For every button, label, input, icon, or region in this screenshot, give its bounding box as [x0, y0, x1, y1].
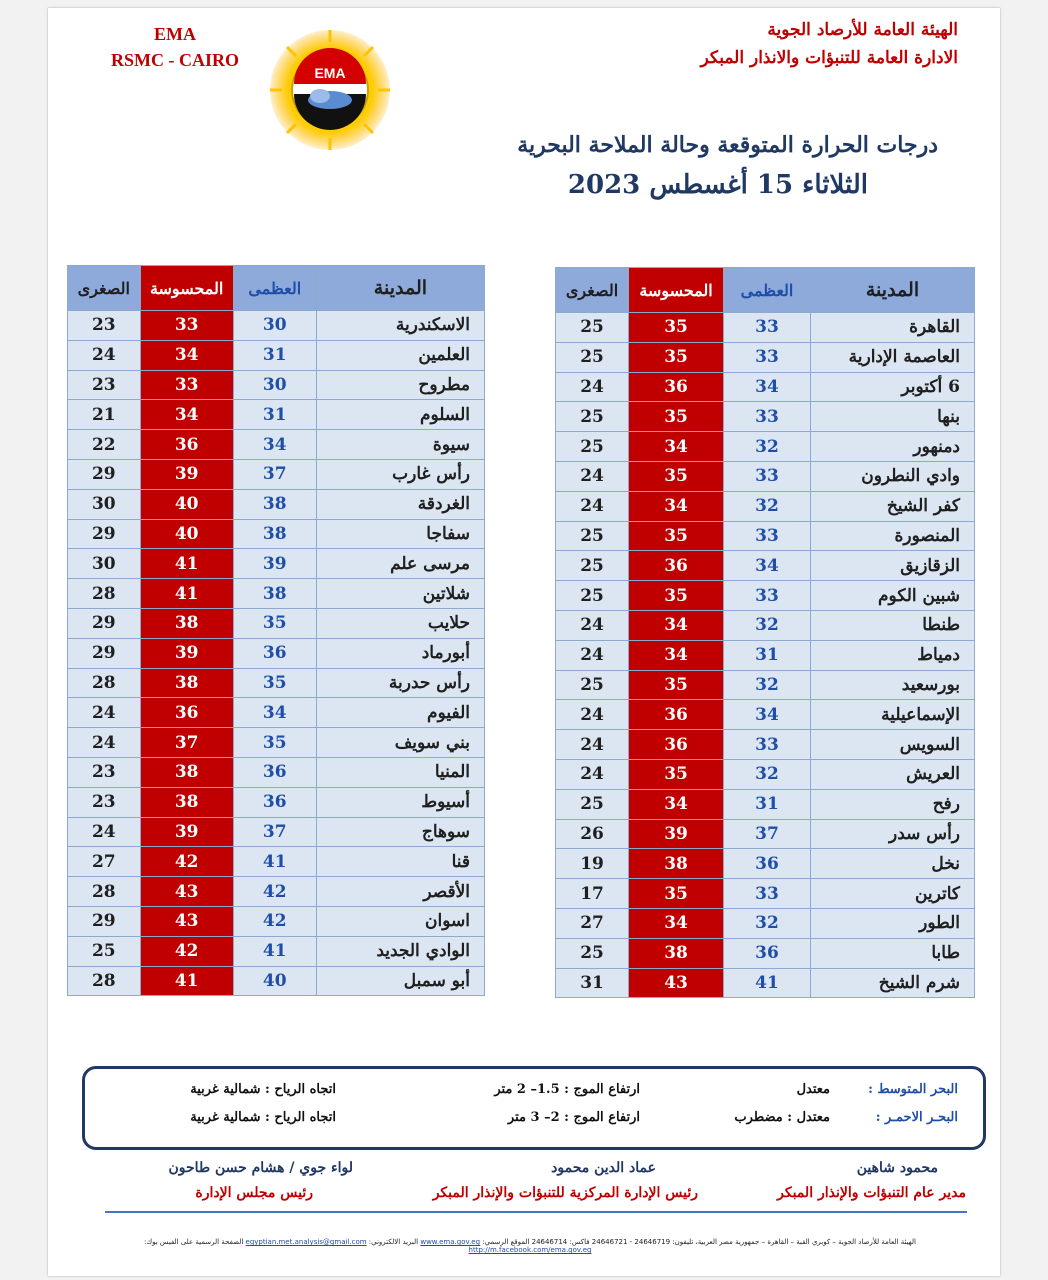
city-cell: سوهاج [316, 817, 484, 847]
city-cell: اسوان [316, 906, 484, 936]
max-temp-cell: 31 [723, 789, 810, 819]
city-cell: دمنهور [811, 432, 975, 462]
city-cell: المنصورة [811, 521, 975, 551]
min-temp-cell: 24 [556, 491, 629, 521]
table-row [68, 608, 485, 638]
feels-like-cell: 35 [629, 670, 724, 700]
feels-like-cell: 35 [629, 521, 724, 551]
city-cell: رأس حدربة [316, 668, 484, 698]
table-row [556, 402, 975, 432]
feels-like-cell: 34 [629, 789, 724, 819]
max-temp-cell: 38 [233, 519, 316, 549]
max-temp-cell: 33 [723, 342, 810, 372]
min-temp-cell: 24 [68, 698, 141, 728]
table-row [68, 728, 485, 758]
min-temp-cell: 30 [68, 489, 141, 519]
city-cell: وادي النطرون [811, 461, 975, 491]
feels-like-cell: 34 [140, 400, 233, 430]
min-temp-cell: 29 [68, 519, 141, 549]
feels-like-cell: 43 [629, 968, 724, 998]
table-row [68, 459, 485, 489]
table-row [556, 968, 975, 998]
column-header-feels: المحسوسة [629, 268, 724, 313]
city-cell: السلوم [316, 400, 484, 430]
max-temp-cell: 41 [233, 847, 316, 877]
min-temp-cell: 30 [68, 549, 141, 579]
min-temp-cell: 24 [556, 461, 629, 491]
red-sea-wave: ارتفاع الموج : 2– 3 متر [507, 1110, 640, 1125]
city-cell: الأقصر [316, 877, 484, 907]
column-header-min: الصغرى [68, 266, 141, 311]
footer-contact [100, 1238, 960, 1254]
feels-like-cell: 34 [629, 432, 724, 462]
min-temp-cell: 24 [68, 340, 141, 370]
max-temp-cell: 36 [233, 638, 316, 668]
max-temp-cell: 34 [233, 430, 316, 460]
column-header-max: العظمى [723, 268, 810, 313]
feels-like-cell: 38 [140, 668, 233, 698]
min-temp-cell: 29 [68, 459, 141, 489]
max-temp-cell: 37 [233, 817, 316, 847]
table-row [68, 906, 485, 936]
feels-like-cell: 36 [629, 700, 724, 730]
table-row [68, 579, 485, 609]
signature-3-name: لواء جوي / هشام حسن طاحون [168, 1160, 353, 1176]
city-cell: السويس [811, 730, 975, 760]
city-cell: الاسكندرية [316, 311, 484, 341]
signature-1-title: مدير عام التنبؤات والإنذار المبكر [777, 1185, 966, 1201]
city-cell: قنا [316, 847, 484, 877]
max-temp-cell: 31 [723, 640, 810, 670]
table-row [556, 819, 975, 849]
city-cell: مطروح [316, 370, 484, 400]
column-header-min: الصغرى [556, 268, 629, 313]
feels-like-cell: 39 [629, 819, 724, 849]
table-row [556, 730, 975, 760]
column-header-city: المدينة [811, 268, 975, 313]
max-temp-cell: 34 [723, 551, 810, 581]
min-temp-cell: 24 [68, 728, 141, 758]
table-row [556, 342, 975, 372]
signature-2-name: عماد الدين محمود [551, 1160, 656, 1176]
min-temp-cell: 25 [556, 342, 629, 372]
city-cell: الإسماعيلية [811, 700, 975, 730]
city-cell: نخل [811, 849, 975, 879]
min-temp-cell: 24 [556, 610, 629, 640]
column-header-city: المدينة [316, 266, 484, 311]
feels-like-cell: 35 [629, 402, 724, 432]
city-cell: العاصمة الإدارية [811, 342, 975, 372]
table-row [556, 640, 975, 670]
feels-like-cell: 34 [140, 340, 233, 370]
feels-like-cell: 38 [629, 938, 724, 968]
max-temp-cell: 37 [723, 819, 810, 849]
feels-like-cell: 42 [140, 847, 233, 877]
table-header-row [68, 266, 485, 311]
city-cell: 6 أكتوبر [811, 372, 975, 402]
signature-1-name: محمود شاهين [856, 1160, 938, 1176]
feels-like-cell: 42 [140, 936, 233, 966]
table-row [68, 936, 485, 966]
table-row [556, 849, 975, 879]
min-temp-cell: 28 [68, 668, 141, 698]
feels-like-cell: 35 [629, 581, 724, 611]
med-sea-state: معتدل [796, 1082, 830, 1097]
min-temp-cell: 25 [556, 581, 629, 611]
city-cell: العريش [811, 759, 975, 789]
max-temp-cell: 34 [723, 700, 810, 730]
facebook-link[interactable]: http://m.facebook.com/ema.gov.eg [468, 1246, 592, 1254]
table-row [556, 759, 975, 789]
max-temp-cell: 40 [233, 966, 316, 996]
table-row [68, 698, 485, 728]
min-temp-cell: 24 [556, 640, 629, 670]
footer-facebook-label: الصفحة الرسمية على الفيس بوك: [144, 1238, 244, 1246]
min-temp-cell: 25 [556, 402, 629, 432]
max-temp-cell: 32 [723, 908, 810, 938]
red-sea-wind: اتجاه الرياح : شمالية غربية [190, 1110, 336, 1125]
red-sea-label: البحـر الاحمـر : [875, 1110, 958, 1125]
min-temp-cell: 28 [68, 877, 141, 907]
max-temp-cell: 41 [233, 936, 316, 966]
table-header-row [556, 268, 975, 313]
table-row [68, 370, 485, 400]
table-row [556, 908, 975, 938]
table-row [68, 638, 485, 668]
max-temp-cell: 39 [233, 549, 316, 579]
max-temp-cell: 33 [723, 730, 810, 760]
med-sea-wind: اتجاه الرياح : شمالية غربية [190, 1082, 336, 1097]
feels-like-cell: 38 [140, 787, 233, 817]
min-temp-cell: 25 [556, 521, 629, 551]
city-cell: رأس سدر [811, 819, 975, 849]
city-cell: المنيا [316, 757, 484, 787]
table-row [68, 489, 485, 519]
max-temp-cell: 32 [723, 610, 810, 640]
table-row [556, 551, 975, 581]
max-temp-cell: 36 [723, 849, 810, 879]
org-en-line-2: RSMC - CAIRO [111, 50, 239, 70]
ema-logo-icon [268, 28, 392, 152]
feels-like-cell: 43 [140, 877, 233, 907]
feels-like-cell: 35 [629, 313, 724, 343]
table-row [68, 787, 485, 817]
table-row [556, 372, 975, 402]
min-temp-cell: 25 [556, 313, 629, 343]
org-ar-line-1: الهيئة العامة للأرصاد الجوية [767, 20, 958, 40]
feels-like-cell: 41 [140, 966, 233, 996]
feels-like-cell: 34 [629, 491, 724, 521]
min-temp-cell: 26 [556, 819, 629, 849]
max-temp-cell: 38 [233, 579, 316, 609]
min-temp-cell: 23 [68, 311, 141, 341]
city-cell: الطور [811, 908, 975, 938]
med-sea-wave: ارتفاع الموج : 1.5– 2 متر [494, 1082, 640, 1097]
min-temp-cell: 23 [68, 787, 141, 817]
max-temp-cell: 35 [233, 668, 316, 698]
city-cell: طابا [811, 938, 975, 968]
footer-email-label: البريد الالكتروني: [368, 1238, 419, 1246]
max-temp-cell: 33 [723, 879, 810, 909]
min-temp-cell: 25 [556, 432, 629, 462]
page-title: درجات الحرارة المتوقعة وحالة الملاحة البحرية [517, 132, 938, 158]
feels-like-cell: 39 [140, 638, 233, 668]
feels-like-cell: 43 [140, 906, 233, 936]
svg-text:EMA: EMA [314, 65, 346, 81]
footer-divider [105, 1211, 967, 1213]
max-temp-cell: 33 [723, 521, 810, 551]
city-cell: القاهرة [811, 313, 975, 343]
city-cell: أبو سمبل [316, 966, 484, 996]
city-cell: كفر الشيخ [811, 491, 975, 521]
city-cell: الزقازيق [811, 551, 975, 581]
min-temp-cell: 24 [556, 759, 629, 789]
min-temp-cell: 22 [68, 430, 141, 460]
feels-like-cell: 38 [140, 608, 233, 638]
table-row [68, 757, 485, 787]
city-cell: أبورماد [316, 638, 484, 668]
max-temp-cell: 30 [233, 370, 316, 400]
min-temp-cell: 25 [556, 789, 629, 819]
max-temp-cell: 35 [233, 728, 316, 758]
email-link[interactable]: egyptian.met.analysis@gmail.com [245, 1238, 367, 1246]
feels-like-cell: 34 [629, 610, 724, 640]
max-temp-cell: 34 [233, 698, 316, 728]
min-temp-cell: 19 [556, 849, 629, 879]
feels-like-cell: 38 [629, 849, 724, 879]
column-header-max: العظمى [233, 266, 316, 311]
min-temp-cell: 29 [68, 906, 141, 936]
table-row [68, 877, 485, 907]
city-cell: سفاجا [316, 519, 484, 549]
feels-like-cell: 41 [140, 579, 233, 609]
city-cell: رأس غارب [316, 459, 484, 489]
feels-like-cell: 39 [140, 459, 233, 489]
max-temp-cell: 32 [723, 670, 810, 700]
max-temp-cell: 32 [723, 432, 810, 462]
footer-address: الهيئة العامة للأرصاد الجوية – كوبري القبة – القاهرة – جمهورية مصر العربية، تليفون: 24646719 - 24646721 فاكس: 24646714 الموقع الرسمي: [482, 1238, 916, 1246]
city-cell: رفح [811, 789, 975, 819]
table-row [68, 430, 485, 460]
table-row [556, 879, 975, 909]
city-cell: شلاتين [316, 579, 484, 609]
signature-3-title: رئيس مجلس الإدارة [195, 1185, 313, 1201]
min-temp-cell: 27 [556, 908, 629, 938]
city-cell: كاترين [811, 879, 975, 909]
max-temp-cell: 33 [723, 402, 810, 432]
feels-like-cell: 35 [629, 759, 724, 789]
min-temp-cell: 28 [68, 579, 141, 609]
signature-2-title: رئيس الإدارة المركزية للتنبؤات والإنذار المبكر [432, 1185, 698, 1201]
min-temp-cell: 23 [68, 370, 141, 400]
feels-like-cell: 36 [140, 430, 233, 460]
min-temp-cell: 29 [68, 608, 141, 638]
column-header-feels: المحسوسة [140, 266, 233, 311]
max-temp-cell: 33 [723, 581, 810, 611]
max-temp-cell: 42 [233, 906, 316, 936]
feels-like-cell: 39 [140, 817, 233, 847]
min-temp-cell: 24 [556, 372, 629, 402]
table-row [556, 789, 975, 819]
min-temp-cell: 25 [556, 938, 629, 968]
max-temp-cell: 34 [723, 372, 810, 402]
max-temp-cell: 42 [233, 877, 316, 907]
city-cell: حلايب [316, 608, 484, 638]
feels-like-cell: 36 [629, 372, 724, 402]
min-temp-cell: 29 [68, 638, 141, 668]
feels-like-cell: 41 [140, 549, 233, 579]
city-cell: أسيوط [316, 787, 484, 817]
max-temp-cell: 41 [723, 968, 810, 998]
feels-like-cell: 35 [629, 461, 724, 491]
city-cell: سيوة [316, 430, 484, 460]
city-cell: دمياط [811, 640, 975, 670]
max-temp-cell: 35 [233, 608, 316, 638]
table-row [68, 519, 485, 549]
red-sea-state: معتدل : مضطرب [734, 1110, 830, 1125]
feels-like-cell: 33 [140, 370, 233, 400]
feels-like-cell: 34 [629, 908, 724, 938]
max-temp-cell: 32 [723, 491, 810, 521]
org-en-line-1: EMA [154, 24, 196, 44]
min-temp-cell: 23 [68, 757, 141, 787]
table-row [556, 432, 975, 462]
min-temp-cell: 25 [556, 670, 629, 700]
table-row [68, 549, 485, 579]
table-row [556, 700, 975, 730]
table-row [68, 817, 485, 847]
website-link[interactable]: www.ema.gov.eg [420, 1238, 481, 1246]
min-temp-cell: 28 [68, 966, 141, 996]
max-temp-cell: 37 [233, 459, 316, 489]
table-row [556, 670, 975, 700]
min-temp-cell: 27 [68, 847, 141, 877]
max-temp-cell: 38 [233, 489, 316, 519]
max-temp-cell: 33 [723, 313, 810, 343]
table-row [68, 400, 485, 430]
min-temp-cell: 21 [68, 400, 141, 430]
table-row [68, 340, 485, 370]
max-temp-cell: 31 [233, 400, 316, 430]
feels-like-cell: 36 [629, 551, 724, 581]
min-temp-cell: 24 [68, 817, 141, 847]
table-row [556, 581, 975, 611]
table-row [556, 461, 975, 491]
temperature-table-left [67, 265, 485, 996]
org-ar-line-2: الادارة العامة للتنبؤات والانذار المبكر [700, 48, 958, 68]
city-cell: بنها [811, 402, 975, 432]
feels-like-cell: 35 [629, 879, 724, 909]
max-temp-cell: 36 [233, 757, 316, 787]
marine-conditions-box [82, 1066, 986, 1150]
max-temp-cell: 36 [233, 787, 316, 817]
max-temp-cell: 30 [233, 311, 316, 341]
city-cell: الفيوم [316, 698, 484, 728]
temperature-table-right [555, 267, 975, 998]
med-sea-label: البحر المتوسط : [868, 1082, 958, 1097]
table-row [68, 311, 485, 341]
city-cell: العلمين [316, 340, 484, 370]
table-row [68, 966, 485, 996]
min-temp-cell: 25 [68, 936, 141, 966]
table-row [556, 491, 975, 521]
table-row [68, 668, 485, 698]
table-row [556, 610, 975, 640]
feels-like-cell: 34 [629, 640, 724, 670]
max-temp-cell: 31 [233, 340, 316, 370]
city-cell: بورسعيد [811, 670, 975, 700]
table-row [556, 521, 975, 551]
feels-like-cell: 38 [140, 757, 233, 787]
city-cell: شرم الشيخ [811, 968, 975, 998]
feels-like-cell: 37 [140, 728, 233, 758]
min-temp-cell: 25 [556, 551, 629, 581]
feels-like-cell: 35 [629, 342, 724, 372]
page-date: الثلاثاء 15 أغسطس 2023 [567, 170, 868, 200]
feels-like-cell: 40 [140, 519, 233, 549]
min-temp-cell: 24 [556, 730, 629, 760]
table-row [556, 313, 975, 343]
max-temp-cell: 32 [723, 759, 810, 789]
min-temp-cell: 31 [556, 968, 629, 998]
city-cell: شبين الكوم [811, 581, 975, 611]
feels-like-cell: 33 [140, 311, 233, 341]
city-cell: بني سويف [316, 728, 484, 758]
city-cell: الوادي الجديد [316, 936, 484, 966]
city-cell: طنطا [811, 610, 975, 640]
feels-like-cell: 36 [140, 698, 233, 728]
city-cell: مرسى علم [316, 549, 484, 579]
max-temp-cell: 36 [723, 938, 810, 968]
table-row [68, 847, 485, 877]
min-temp-cell: 24 [556, 700, 629, 730]
city-cell: الغردقة [316, 489, 484, 519]
min-temp-cell: 17 [556, 879, 629, 909]
table-row [556, 938, 975, 968]
max-temp-cell: 33 [723, 461, 810, 491]
feels-like-cell: 36 [629, 730, 724, 760]
feels-like-cell: 40 [140, 489, 233, 519]
